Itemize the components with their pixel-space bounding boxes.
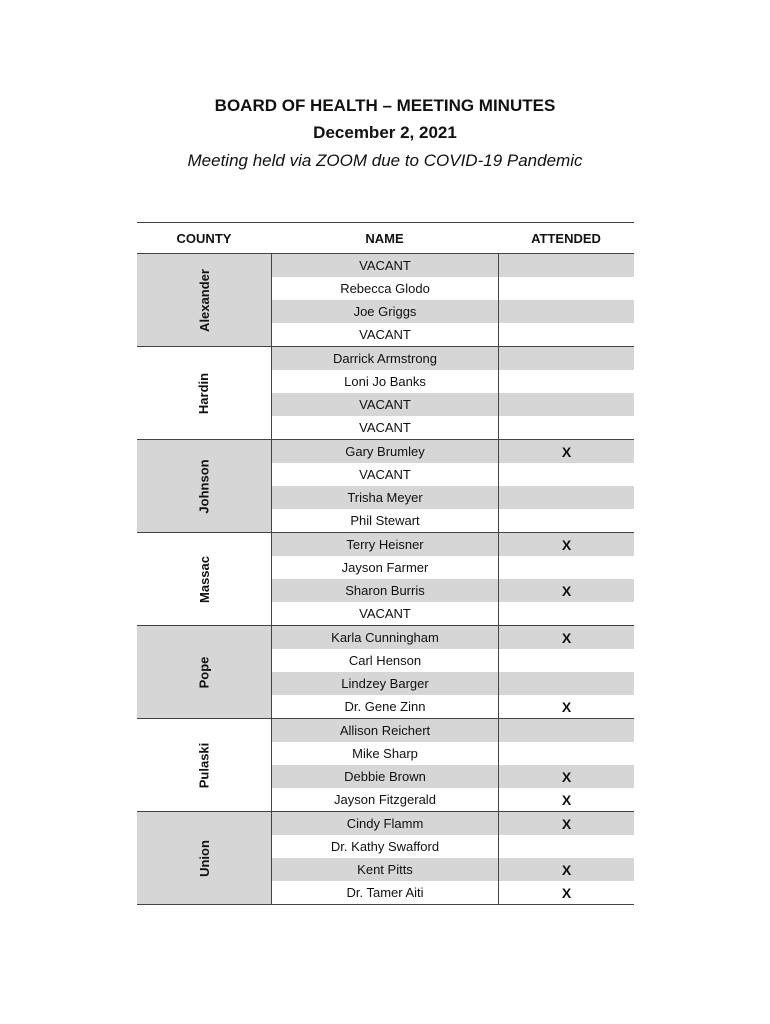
document-title: BOARD OF HEALTH – MEETING MINUTES: [214, 96, 556, 115]
county-groups: [137, 254, 634, 905]
member-name: VACANT: [272, 323, 499, 346]
county-cell: [137, 812, 272, 904]
attended-mark: X: [561, 698, 572, 715]
document-header: [0, 93, 770, 175]
member-rows: [272, 347, 634, 439]
attended-mark: [499, 323, 634, 346]
table-row: [272, 579, 634, 602]
table-row: [272, 440, 634, 463]
table-row: [272, 672, 634, 695]
county-group: [137, 626, 634, 719]
attended-mark: [499, 509, 634, 532]
table-row: [272, 788, 634, 811]
county-label: Alexander: [196, 268, 212, 332]
member-name: Dr. Tamer Aiti: [272, 881, 499, 904]
member-name: Rebecca Glodo: [272, 277, 499, 300]
meeting-date: December 2, 2021: [313, 123, 457, 142]
attended-mark: [499, 393, 634, 416]
member-name: Jayson Fitzgerald: [272, 788, 499, 811]
attended-mark: X: [561, 884, 572, 901]
table-row: [272, 556, 634, 579]
member-rows: [272, 812, 634, 904]
attended-mark: [499, 556, 634, 579]
table-row: [272, 323, 634, 346]
attended-mark: X: [561, 768, 572, 785]
table-row: [272, 881, 634, 904]
member-name: Dr. Gene Zinn: [272, 695, 499, 718]
member-name: VACANT: [272, 416, 499, 439]
table-row: [272, 695, 634, 718]
county-group: [137, 719, 634, 812]
member-name: Karla Cunningham: [272, 626, 499, 649]
county-label: Massac: [196, 555, 212, 603]
member-rows: [272, 719, 634, 811]
county-label: Pulaski: [196, 742, 212, 788]
member-rows: [272, 440, 634, 532]
attended-mark: [499, 277, 634, 300]
county-group: [137, 440, 634, 533]
county-label: Union: [196, 839, 212, 877]
attended-mark: [499, 254, 634, 277]
table-row: [272, 416, 634, 439]
attended-mark: X: [561, 536, 572, 553]
member-name: Terry Heisner: [272, 533, 499, 556]
member-name: Carl Henson: [272, 649, 499, 672]
member-rows: [272, 254, 634, 346]
county-cell: [137, 347, 272, 439]
county-group: [137, 347, 634, 440]
table-row: [272, 463, 634, 486]
table-row: [272, 858, 634, 881]
member-name: Sharon Burris: [272, 579, 499, 602]
county-cell: [137, 533, 272, 625]
table-row: [272, 765, 634, 788]
member-name: Joe Griggs: [272, 300, 499, 323]
column-header-attended: ATTENDED: [531, 230, 601, 246]
member-name: Mike Sharp: [272, 742, 499, 765]
attended-mark: X: [561, 791, 572, 808]
county-label: Pope: [196, 656, 212, 688]
column-header-name: NAME: [365, 230, 404, 246]
member-name: Jayson Farmer: [272, 556, 499, 579]
table-row: [272, 347, 634, 370]
attended-mark: X: [561, 443, 572, 460]
table-row: [272, 649, 634, 672]
table-row: [272, 254, 634, 277]
table-row: [272, 742, 634, 765]
table-header-row: [137, 223, 634, 254]
table-row: [272, 370, 634, 393]
member-name: Dr. Kathy Swafford: [272, 835, 499, 858]
county-label: Johnson: [196, 458, 212, 514]
member-name: Loni Jo Banks: [272, 370, 499, 393]
member-name: Lindzey Barger: [272, 672, 499, 695]
county-group: [137, 812, 634, 905]
table-row: [272, 300, 634, 323]
member-name: Phil Stewart: [272, 509, 499, 532]
member-name: VACANT: [272, 393, 499, 416]
table-row: [272, 626, 634, 649]
attended-mark: [499, 835, 634, 858]
attended-mark: [499, 649, 634, 672]
member-rows: [272, 533, 634, 625]
member-name: VACANT: [272, 463, 499, 486]
county-cell: [137, 719, 272, 811]
member-name: Allison Reichert: [272, 719, 499, 742]
attended-mark: [499, 300, 634, 323]
attended-mark: X: [561, 861, 572, 878]
attended-mark: [499, 347, 634, 370]
attended-mark: [499, 370, 634, 393]
member-name: Debbie Brown: [272, 765, 499, 788]
table-row: [272, 533, 634, 556]
column-header-county: COUNTY: [176, 230, 232, 246]
meeting-subtitle: Meeting held via ZOOM due to COVID-19 Pandemic: [187, 151, 583, 170]
table-row: [272, 602, 634, 625]
member-name: Cindy Flamm: [272, 812, 499, 835]
attended-mark: X: [561, 815, 572, 832]
table-row: [272, 277, 634, 300]
member-name: Gary Brumley: [272, 440, 499, 463]
member-name: Darrick Armstrong: [272, 347, 499, 370]
table-row: [272, 509, 634, 532]
table-row: [272, 835, 634, 858]
county-group: [137, 254, 634, 347]
attended-mark: [499, 719, 634, 742]
table-row: [272, 486, 634, 509]
member-name: Trisha Meyer: [272, 486, 499, 509]
member-name: Kent Pitts: [272, 858, 499, 881]
member-name: VACANT: [272, 602, 499, 625]
attendance-table: [137, 222, 634, 905]
county-cell: [137, 440, 272, 532]
member-name: VACANT: [272, 254, 499, 277]
attended-mark: [499, 463, 634, 486]
attended-mark: [499, 742, 634, 765]
table-row: [272, 719, 634, 742]
county-cell: [137, 626, 272, 718]
attended-mark: [499, 416, 634, 439]
attended-mark: [499, 602, 634, 625]
county-cell: [137, 254, 272, 346]
member-rows: [272, 626, 634, 718]
table-row: [272, 812, 634, 835]
attended-mark: X: [561, 582, 572, 599]
attended-mark: [499, 672, 634, 695]
attended-mark: X: [561, 629, 572, 646]
county-label: Hardin: [196, 372, 212, 414]
table-row: [272, 393, 634, 416]
attended-mark: [499, 486, 634, 509]
county-group: [137, 533, 634, 626]
